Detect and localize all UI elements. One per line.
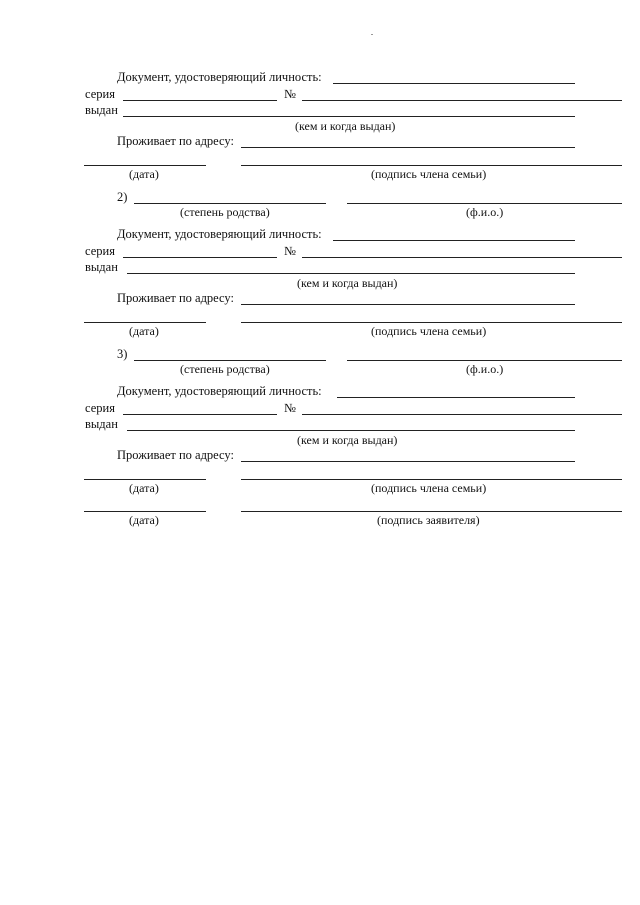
member-signature-field[interactable] bbox=[241, 322, 622, 323]
number-label: № bbox=[284, 244, 296, 258]
document-label: Документ, удостоверяющий личность: bbox=[117, 384, 322, 398]
address-label: Проживает по адресу: bbox=[117, 448, 234, 462]
applicant-signature-field[interactable] bbox=[241, 511, 622, 512]
member-number: 3) bbox=[117, 347, 128, 361]
date-caption: (дата) bbox=[129, 481, 159, 495]
address-field[interactable] bbox=[241, 461, 575, 462]
document-label: Документ, удостоверяющий личность: bbox=[117, 227, 322, 241]
series-field[interactable] bbox=[123, 100, 277, 101]
document-label: Документ, удостоверяющий личность: bbox=[117, 70, 322, 84]
series-label: серия bbox=[85, 401, 115, 415]
issued-by-caption: (кем и когда выдан) bbox=[297, 433, 398, 447]
applicant-date-field[interactable] bbox=[84, 511, 206, 512]
relation-caption: (степень родства) bbox=[180, 205, 270, 219]
date-field[interactable] bbox=[84, 322, 206, 323]
relation-field[interactable] bbox=[134, 203, 326, 204]
relation-field[interactable] bbox=[134, 360, 326, 361]
member-signature-field[interactable] bbox=[241, 479, 622, 480]
address-label: Проживает по адресу: bbox=[117, 134, 234, 148]
number-field[interactable] bbox=[302, 100, 622, 101]
number-label: № bbox=[284, 87, 296, 101]
number-label: № bbox=[284, 401, 296, 415]
date-caption: (дата) bbox=[129, 513, 159, 527]
date-caption: (дата) bbox=[129, 324, 159, 338]
scan-speck bbox=[371, 34, 373, 35]
issued-label: выдан bbox=[85, 260, 118, 274]
fio-caption: (ф.и.о.) bbox=[466, 205, 504, 219]
fio-caption: (ф.и.о.) bbox=[466, 362, 504, 376]
member-number: 2) bbox=[117, 190, 128, 204]
issued-label: выдан bbox=[85, 103, 118, 117]
member-signature-caption: (подпись члена семьи) bbox=[371, 324, 487, 338]
number-field[interactable] bbox=[302, 414, 622, 415]
address-field[interactable] bbox=[241, 147, 575, 148]
date-field[interactable] bbox=[84, 479, 206, 480]
member-signature-caption: (подпись члена семьи) bbox=[371, 167, 487, 181]
issued-field[interactable] bbox=[123, 116, 575, 117]
member-signature-field[interactable] bbox=[241, 165, 622, 166]
address-field[interactable] bbox=[241, 304, 575, 305]
series-label: серия bbox=[85, 87, 115, 101]
relation-caption: (степень родства) bbox=[180, 362, 270, 376]
series-field[interactable] bbox=[123, 414, 277, 415]
document-field[interactable] bbox=[333, 240, 575, 241]
address-label: Проживает по адресу: bbox=[117, 291, 234, 305]
number-field[interactable] bbox=[302, 257, 622, 258]
issued-by-caption: (кем и когда выдан) bbox=[295, 119, 396, 133]
issued-by-caption: (кем и когда выдан) bbox=[297, 276, 398, 290]
date-caption: (дата) bbox=[129, 167, 159, 181]
series-label: серия bbox=[85, 244, 115, 258]
document-field[interactable] bbox=[333, 83, 575, 84]
issued-field[interactable] bbox=[127, 273, 575, 274]
document-field[interactable] bbox=[337, 397, 575, 398]
issued-field[interactable] bbox=[127, 430, 575, 431]
fio-field[interactable] bbox=[347, 360, 622, 361]
member-signature-caption: (подпись члена семьи) bbox=[371, 481, 487, 495]
date-field[interactable] bbox=[84, 165, 206, 166]
series-field[interactable] bbox=[123, 257, 277, 258]
applicant-signature-caption: (подпись заявителя) bbox=[377, 513, 480, 527]
issued-label: выдан bbox=[85, 417, 118, 431]
fio-field[interactable] bbox=[347, 203, 622, 204]
